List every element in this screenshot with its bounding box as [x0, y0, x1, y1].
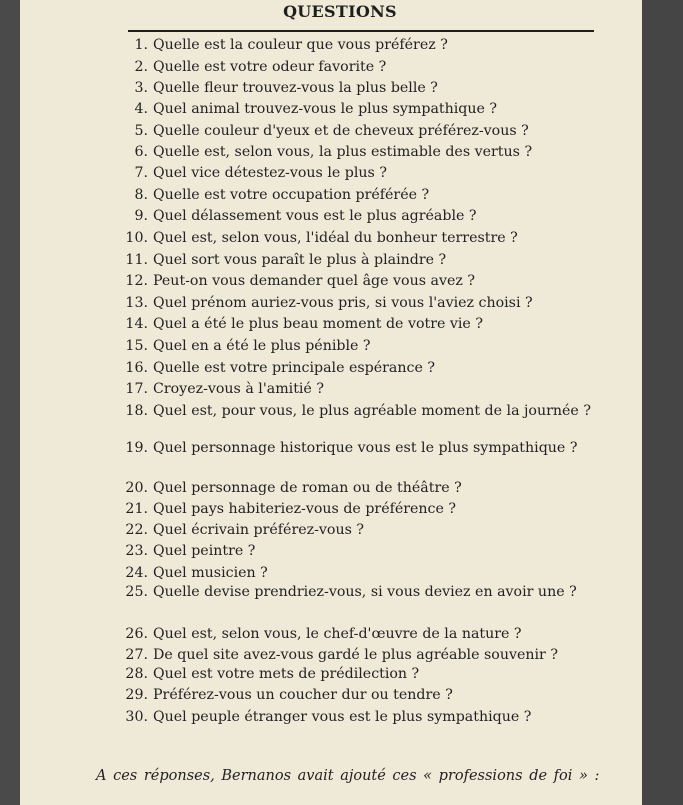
question-number: 4.: [134, 101, 148, 117]
question-item: [120, 253, 594, 267]
right-margin-shadow: [642, 0, 683, 805]
question-text: Quelle est votre odeur favorite ?: [153, 59, 387, 75]
question-text: Quelle est votre principale espérance ?: [153, 360, 435, 376]
question-number: 17.: [125, 381, 148, 397]
question-item: [120, 523, 594, 537]
question-number: 13.: [125, 295, 148, 311]
question-item: [120, 627, 594, 641]
question-text: Quel prénom auriez-vous pris, si vous l'aviez choisi ?: [153, 295, 533, 311]
question-number: 26.: [125, 626, 148, 642]
question-item: [120, 502, 594, 516]
page-heading: QUESTIONS: [283, 2, 397, 21]
question-number: 24.: [125, 565, 148, 581]
question-text: Quel est votre mets de prédilection ?: [153, 666, 420, 682]
question-item: [120, 339, 594, 353]
question-number: 22.: [125, 522, 148, 538]
left-margin-shadow: [0, 0, 20, 805]
question-number: 30.: [125, 709, 148, 725]
question-item: [120, 296, 594, 310]
question-item: [120, 481, 594, 495]
question-text: Quel personnage de roman ou de théâtre ?: [153, 480, 462, 496]
question-item: [120, 566, 594, 580]
question-text: Quel peuple étranger vous est le plus sympathique ?: [153, 709, 532, 725]
question-text: Préférez-vous un coucher dur ou tendre ?: [153, 687, 453, 703]
question-number: 12.: [125, 273, 148, 289]
question-item: [120, 667, 594, 681]
question-item: [120, 38, 594, 52]
question-number: 25.: [125, 584, 148, 600]
question-item: [120, 188, 594, 202]
question-item: [120, 231, 594, 245]
question-number: 19.: [125, 440, 148, 456]
question-number: 21.: [125, 501, 148, 517]
question-text: Quelle est votre occupation préférée ?: [153, 187, 430, 203]
question-text: Quel musicien ?: [153, 565, 268, 581]
question-number: 27.: [125, 647, 148, 663]
question-number: 29.: [125, 687, 148, 703]
question-item: [120, 441, 594, 455]
question-text: Quel personnage historique vous est le plus sympathique ?: [153, 440, 578, 456]
question-text: Quel en a été le plus pénible ?: [153, 338, 371, 354]
question-text: Quel délassement vous est le plus agréable ?: [153, 208, 477, 224]
question-number: 18.: [125, 403, 148, 419]
question-text: Quel a été le plus beau moment de votre vie ?: [153, 316, 483, 332]
question-item: [120, 544, 594, 558]
question-item: [120, 688, 594, 702]
question-number: 7.: [134, 165, 148, 181]
question-text: Quel écrivain préférez-vous ?: [153, 522, 364, 538]
question-number: 15.: [125, 338, 148, 354]
question-text: Quel est, selon vous, l'idéal du bonheur terrestre ?: [153, 230, 518, 246]
question-text: Quelle est, selon vous, la plus estimable des vertus ?: [153, 144, 533, 160]
question-number: 1.: [134, 37, 148, 53]
question-text: Quel vice détestez-vous le plus ?: [153, 165, 387, 181]
question-item: [120, 274, 594, 288]
question-number: 6.: [134, 144, 148, 160]
question-text: Quelle devise prendriez-vous, si vous deviez en avoir une ?: [153, 584, 577, 600]
question-number: 20.: [125, 480, 148, 496]
question-item: [120, 81, 594, 95]
question-number: 10.: [125, 230, 148, 246]
question-number: 2.: [134, 59, 148, 75]
question-number: 11.: [125, 252, 148, 268]
question-item: [120, 382, 594, 396]
question-item: [120, 145, 594, 159]
question-text: Quel pays habiteriez-vous de préférence ?: [153, 501, 457, 517]
question-text: Quel animal trouvez-vous le plus sympathique ?: [153, 101, 498, 117]
question-text: Quelle couleur d'yeux et de cheveux préférez-vous ?: [153, 123, 529, 139]
question-number: 23.: [125, 543, 148, 559]
question-item: [120, 166, 594, 180]
heading-rule: [128, 30, 594, 32]
question-item: [120, 585, 594, 599]
question-number: 8.: [134, 187, 148, 203]
question-number: 16.: [125, 360, 148, 376]
question-item: [120, 710, 594, 724]
question-text: Quelle est la couleur que vous préférez ?: [153, 37, 448, 53]
question-text: Quel peintre ?: [153, 543, 256, 559]
question-item: [120, 209, 594, 223]
question-item: [120, 60, 594, 74]
question-item: [120, 124, 594, 138]
question-text: Quel est, pour vous, le plus agréable moment de la journée ?: [153, 403, 591, 419]
question-text: Quel sort vous paraît le plus à plaindre ?: [153, 252, 447, 268]
footer-text: A ces réponses, Bernanos avait ajouté ces « professions de foi » :: [96, 768, 600, 784]
question-item: [120, 648, 594, 662]
question-text: De quel site avez-vous gardé le plus agréable souvenir ?: [153, 647, 558, 663]
question-text: Croyez-vous à l'amitié ?: [153, 381, 324, 397]
question-text: Quel est, selon vous, le chef-d'œuvre de la nature ?: [153, 626, 522, 642]
question-item: [120, 361, 594, 375]
question-text: Quelle fleur trouvez-vous la plus belle ?: [153, 80, 438, 96]
question-number: 28.: [125, 666, 148, 682]
question-number: 14.: [125, 316, 148, 332]
question-number: 9.: [134, 208, 148, 224]
question-text: Peut-on vous demander quel âge vous avez ?: [153, 273, 475, 289]
question-item: [120, 102, 594, 116]
question-item: [120, 404, 594, 418]
question-number: 3.: [134, 80, 148, 96]
question-item: [120, 317, 594, 331]
question-number: 5.: [134, 123, 148, 139]
